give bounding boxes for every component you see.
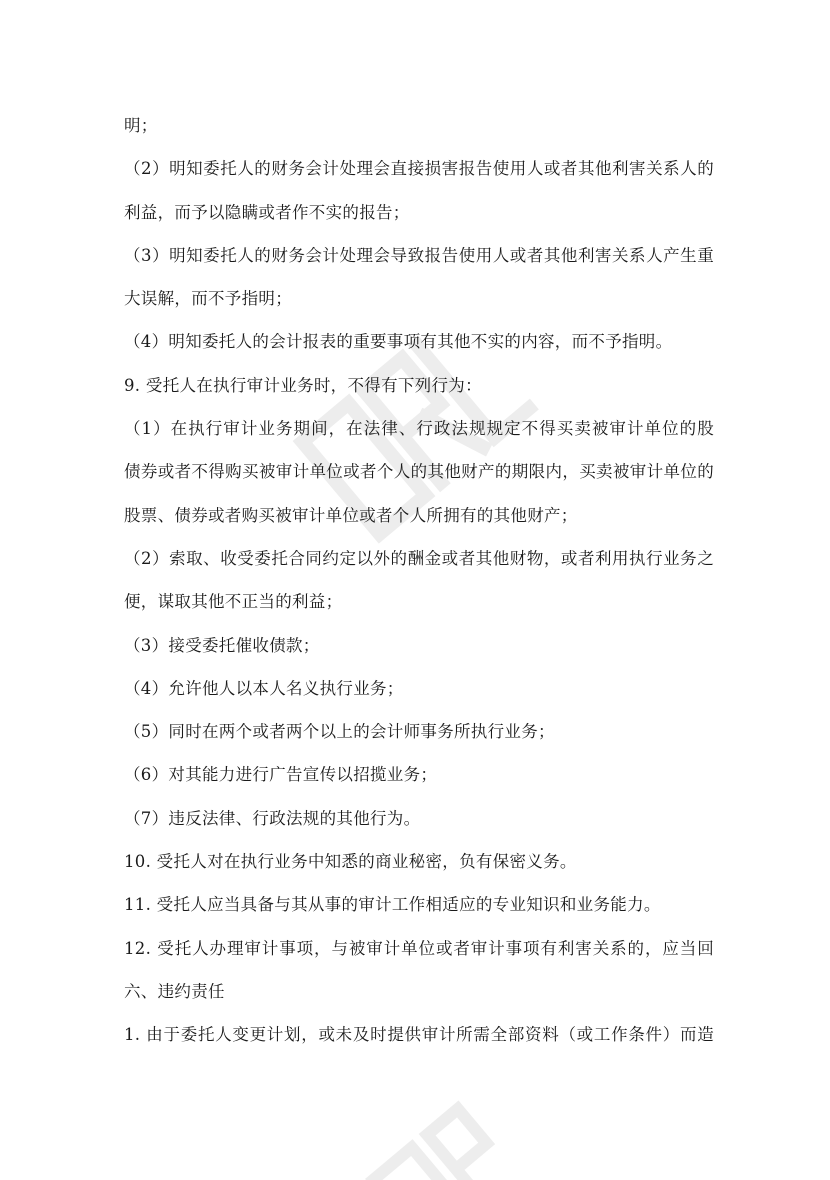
text-line: 利益，而予以隐瞒或者作不实的报告； — [124, 202, 410, 222]
text-line: （4）明知委托人的会计报表的重要事项有其他不实的内容，而不予指明。 — [124, 332, 673, 352]
text-line: 大误解，而不予指明； — [124, 289, 292, 309]
text-line: 10. 受托人对在执行业务中知悉的商业秘密，负有保密义务。 — [124, 852, 577, 872]
text-line: 明； — [124, 116, 158, 135]
text-line: （2）索取、收受委托合同约定以外的酬金或者其他财物，或者利用执行业务之 — [124, 548, 714, 568]
text-line: （2）明知委托人的财务会计处理会直接损害报告使用人或者其他利害关系人的 — [124, 159, 714, 179]
text-line: （4）允许他人以本人名义执行业务； — [124, 678, 404, 698]
text-line: （7）违反法律、行政法规的其他行为。 — [124, 808, 421, 828]
text-line: 12. 受托人办理审计事项，与被审计单位或者审计事项有利害关系的，应当回 — [124, 938, 714, 958]
text-line: 便，谋取其他不正当的利益； — [124, 592, 343, 612]
text-line: （1）在执行审计业务期间，在法律、行政法规规定不得买卖被审计单位的股 — [124, 419, 714, 439]
watermark-logo-bottom — [330, 1070, 550, 1180]
document-body — [124, 104, 714, 1057]
text-line: （5）同时在两个或者两个以上的会计师事务所执行业务； — [124, 722, 555, 742]
text-line: （6）对其能力进行广告宣传以招揽业务； — [124, 765, 438, 785]
text-line: 债券或者不得购买被审计单位或者个人的其他财产的期限内，买卖被审计单位的 — [124, 462, 714, 482]
text-line: 六、违约责任 — [124, 981, 225, 1001]
text-line: 股票、债券或者购买被审计单位或者个人所拥有的其他财产； — [124, 505, 578, 525]
text-line: 11. 受托人应当具备与其从事的审计工作相适应的专业知识和业务能力。 — [124, 895, 661, 915]
text-line: （3）接受委托催收债款； — [124, 635, 320, 655]
text-line: （3）明知委托人的财务会计处理会导致报告使用人或者其他利害关系人产生重 — [124, 245, 714, 265]
text-line: 1. 由于委托人变更计划，或未及时提供审计所需全部资料（或工作条件）而造 — [124, 1025, 714, 1045]
text-line: 9. 受托人在执行审计业务时，不得有下列行为： — [124, 375, 482, 395]
